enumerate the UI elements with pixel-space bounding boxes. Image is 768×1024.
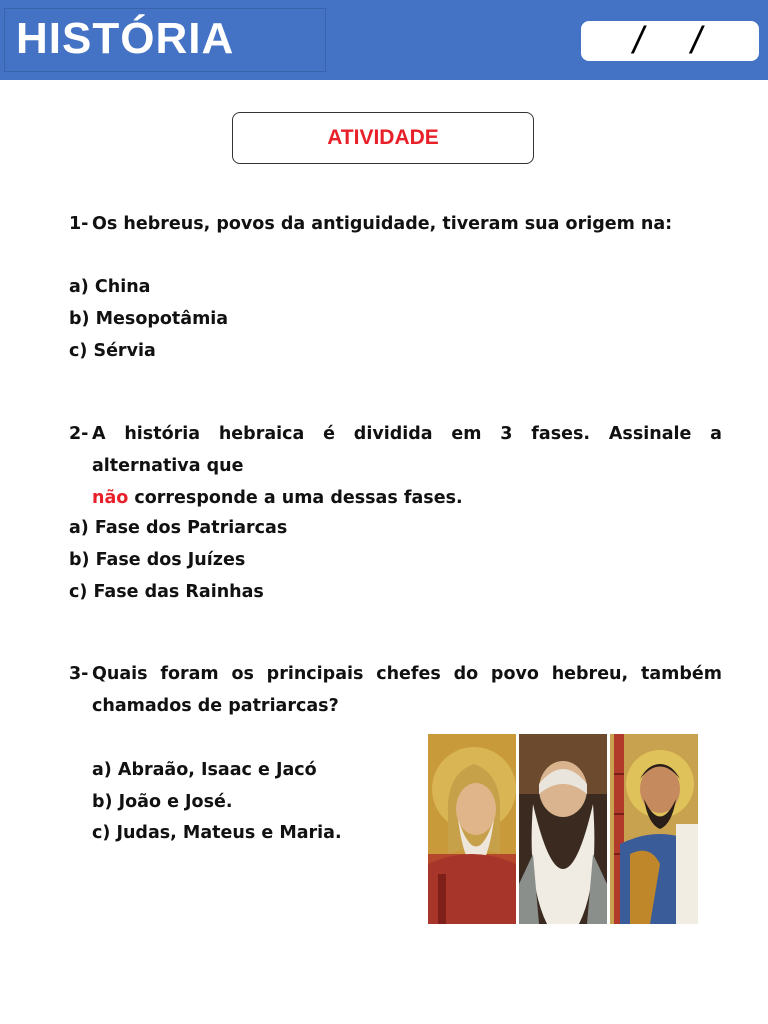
patriarch-icon-1 [428, 734, 516, 924]
question-1-option-b: b) Mesopotâmia [69, 309, 229, 329]
question-2-option-c: c) Fase das Rainhas [69, 582, 264, 602]
patriarchs-image [428, 734, 698, 924]
question-1-text: Os hebreus, povos da antiguidade, tiveram sua origem na: [92, 214, 673, 234]
question-3-number: 3- [69, 664, 89, 684]
header-bar [0, 0, 768, 80]
activity-label: ATIVIDADE [327, 126, 439, 149]
question-2-text-before: A história hebraica é dividida em 3 fases. Assinale a alternativa que [92, 424, 722, 476]
question-1-option-c: c) Sérvia [69, 341, 156, 361]
question-2-text [92, 418, 722, 514]
question-1-number: 1- [69, 214, 89, 234]
activity-box [232, 112, 534, 164]
question-3-option-a: a) Abraão, Isaac e Jacó [92, 760, 317, 780]
patriarch-icon-3 [610, 734, 698, 924]
question-1-option-a: a) China [69, 277, 151, 297]
question-2-option-a: a) Fase dos Patriarcas [69, 518, 288, 538]
question-2-option-b: b) Fase dos Juízes [69, 550, 246, 570]
question-3-option-b: b) João e José. [92, 792, 233, 812]
question-2-text-after: corresponde a uma dessas fases. [134, 488, 463, 508]
date-slash-2: / [691, 20, 702, 62]
question-2 [69, 418, 722, 508]
question-2-highlight: não [92, 488, 129, 508]
question-1 [69, 208, 722, 240]
question-3-text: Quais foram os principais chefes do povo hebreu, também chamados de patriarcas? [92, 664, 722, 716]
page-title: HISTÓRIA [16, 14, 235, 63]
date-slash-1: / [633, 20, 644, 62]
patriarch-icon-2 [519, 734, 607, 924]
date-field[interactable] [581, 21, 759, 61]
question-3 [69, 658, 722, 722]
question-2-number: 2- [69, 424, 89, 444]
question-3-option-c: c) Judas, Mateus e Maria. [92, 823, 342, 843]
